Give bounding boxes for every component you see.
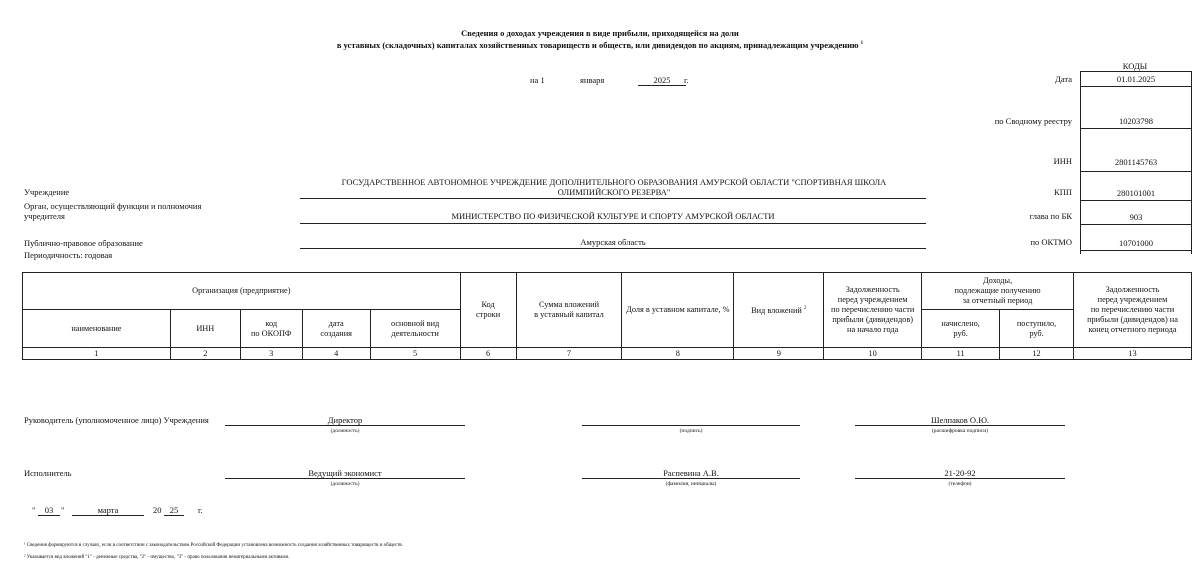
column-number: 12 [1000,348,1074,360]
header-accrued [922,310,1000,348]
header-activity-line1: основной вид [391,318,440,328]
code-bk-value: 903 [1129,212,1143,222]
form-title-line1: Сведения о доходах учреждения в виде прибыли, приходящейся на доли [461,28,739,38]
institution-label: Учреждение [24,187,70,197]
code-date-label: Дата [1055,74,1072,84]
header-received-line1: поступило, [1016,318,1057,328]
codes-separator [1081,171,1191,172]
form-title-line2 [200,40,1000,50]
header-accrued-line1: начислено, [941,318,980,328]
header-type [734,273,824,348]
header-debt-end [1074,273,1192,348]
header-debt-start-line: Задолженность [845,285,900,294]
header-date [302,310,370,348]
authority-label-line2: учредителя [24,211,65,221]
column-number: 13 [1074,348,1192,360]
code-kpp-value: 280101001 [1116,188,1156,198]
column-number: 8 [622,348,734,360]
institution-name-line1: ГОСУДАРСТВЕННОЕ АВТОНОМНОЕ УЧРЕЖДЕНИЕ ДОПОЛНИТЕЛЬНОГО ОБРАЗОВАНИЯ АМУРСКОЙ ОБЛАСТИ "СПОРТИВНАЯ ШКОЛА [341,177,887,187]
header-activity [370,310,460,348]
header-debt-end-line: прибыли (дивидендов) на [1087,315,1178,324]
header-date-line2: создания [320,328,352,338]
ppo-label: Публично-правовое образование [24,238,143,248]
header-debt-end-line: конец отчетного периода [1088,325,1177,334]
date-prefix: на 1 [530,75,545,85]
date-suffix: г. [684,75,689,85]
code-bk-label: глава по БК [1029,211,1072,221]
header-activity-line2: деятельности [391,328,439,338]
header-income-line: подлежащие получению [954,286,1041,295]
footnote-1: ¹ Сведения формируются в случаях, если в соответствии с законодательством Российской Федерации установлена возможность создания хозяйственных товариществ и обществ. [24,543,403,548]
header-debt-start [824,273,922,348]
code-oktmo-label: по ОКТМО [1030,237,1072,247]
date-month: января [580,75,605,85]
header-sum-line1: Сумма вложений [538,300,600,309]
header-type-footnote-mark: 2 [803,306,807,312]
form-title-footnote-mark: 1 [860,41,864,47]
executor-name-hint: (фамилия, инициалы) [665,481,717,487]
header-debt-start-line: по перечислению части [831,305,915,314]
header-income-line: за отчетный период [962,296,1033,305]
head-name: Шелпаков О.Ю. [855,415,1065,426]
codes-heading: КОДЫ [1122,61,1148,71]
header-share: Доля в уставном капитале, % [622,273,734,348]
codes-separator [1081,200,1191,201]
header-sum [516,273,622,348]
header-income-group [922,273,1074,310]
header-received-line2: руб. [1029,328,1044,338]
header-code [460,273,516,348]
table-header-row [23,273,1192,310]
header-debt-start-line: прибыли (дивидендов) [832,315,913,324]
header-code-line2: строки [475,310,501,319]
sign-date-year-prefix: 20 [153,505,162,515]
column-number: 6 [460,348,516,360]
column-number: 7 [516,348,622,360]
authority-value: МИНИСТЕРСТВО ПО ФИЗИЧЕСКОЙ КУЛЬТУРЕ И СПОРТУ АМУРСКОЙ ОБЛАСТИ [451,211,775,221]
table-number-row [23,348,1192,360]
income-table [22,272,1192,360]
codes-separator [1081,250,1191,251]
head-position-hint: (должность) [330,428,360,434]
header-code-line1: Код [481,300,495,309]
head-name-hint: (расшифровка подписи) [931,428,989,434]
code-date-value: 01.01.2025 [1116,74,1156,84]
header-debt-start-line: на начало года [847,325,899,334]
executor-phone: 21-20-92 [855,468,1065,479]
header-sum-line2: в уставный капитал [534,310,604,319]
sign-date-year: 25 [164,505,184,516]
header-okopf-line1: код [265,318,278,328]
column-number: 10 [824,348,922,360]
header-name: наименование [23,310,171,348]
periodicity: Периодичность: годовая [24,250,113,260]
code-registry-label: по Сводному реестру [994,116,1072,126]
footnote-2: ² Указывается вид вложений "1" - денежные средства, "2" - имущество, "3" - право пользования нематериальными активами. [24,555,290,560]
institution-name [300,177,928,197]
header-debt-end-line: по перечислению части [1090,305,1175,314]
column-number: 4 [302,348,370,360]
head-position: Директор [225,415,465,426]
executor-label: Исполнитель [24,468,72,478]
sign-date-month: марта [72,505,144,516]
authority-label-line1: Орган, осуществляющий функции и полномочия [24,201,202,211]
code-inn-label: ИНН [1053,156,1072,166]
authority-underline [300,223,926,224]
header-inn: ИНН [170,310,240,348]
header-okopf [240,310,302,348]
header-income-line: Доходы, [982,276,1013,285]
column-number: 2 [170,348,240,360]
ppo-underline [300,248,926,249]
ppo-value: Амурская область [580,237,646,247]
column-number: 9 [734,348,824,360]
sign-date-year-suffix: г. [198,505,203,515]
column-number: 5 [370,348,460,360]
codes-separator [1081,224,1191,225]
sign-date-quote-close: " [61,505,65,515]
head-signature-hint: (подпись) [679,428,703,434]
institution-name-line2: ОЛИМПИЙСКОГО РЕЗЕРВА" [557,187,671,197]
header-debt-end-line: Задолженность [1105,285,1160,294]
header-type-text: Вид вложений [751,305,802,315]
codes-separator [1081,128,1191,129]
sign-date-day: 03 [38,505,60,516]
codes-separator [1081,86,1191,87]
column-number: 3 [240,348,302,360]
header-okopf-line2: по ОКОПФ [250,328,292,338]
header-received [1000,310,1074,348]
header-org-group: Организация (предприятие) [23,273,461,310]
column-number: 1 [23,348,171,360]
header-debt-end-line: перед учреждением [1097,295,1168,304]
executor-position: Ведущий экономист [225,468,465,479]
code-inn-value: 2801145763 [1114,157,1158,167]
head-label: Руководитель (уполномоченное лицо) Учреждения [24,415,209,425]
column-number: 11 [922,348,1000,360]
authority-label [24,201,201,221]
header-debt-start-line: перед учреждением [837,295,908,304]
form-title-line2-text: в уставных (складочных) капиталах хозяйственных товариществ и обществ, или дивидендов по акциям, принадлежащим учреждению [336,40,859,50]
code-kpp-label: КПП [1054,187,1072,197]
institution-underline [300,198,926,199]
header-date-line1: дата [328,318,344,328]
sign-date-quote-open: " [32,505,36,515]
header-accrued-line2: руб. [953,328,968,338]
code-oktmo-value: 10701000 [1119,238,1153,248]
date-year: 2025 [638,75,686,86]
executor-phone-hint: (телефон) [948,481,972,487]
executor-name: Распевина А.В. [582,468,800,479]
codes-box [1080,71,1192,254]
code-registry-value: 10203798 [1119,116,1153,126]
executor-position-hint: (должность) [330,481,360,487]
head-signature-line [582,415,800,426]
